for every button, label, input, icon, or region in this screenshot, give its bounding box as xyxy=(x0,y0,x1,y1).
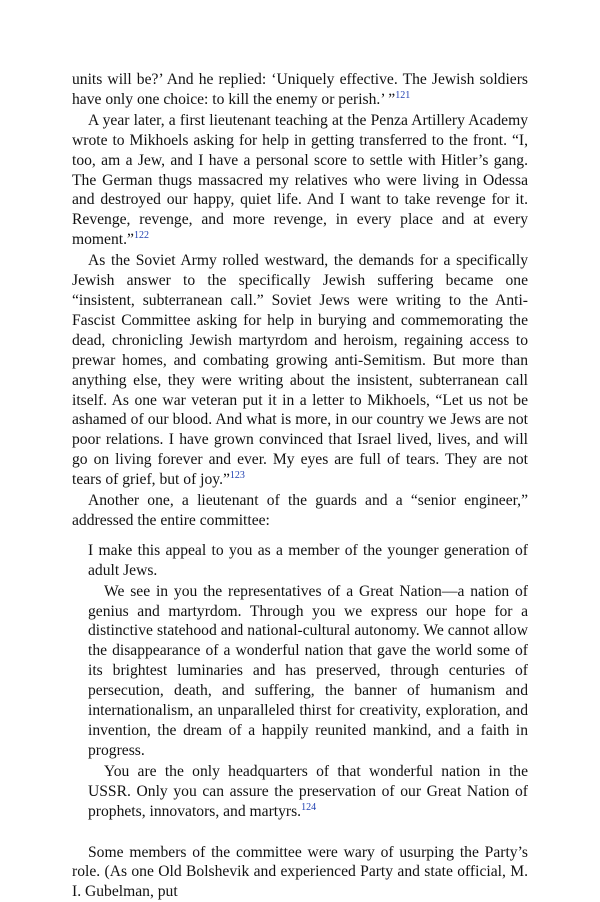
paragraph xyxy=(72,251,528,490)
footnote-number: 121 xyxy=(395,89,411,101)
footnote-ref[interactable] xyxy=(301,801,316,812)
paragraph-continued xyxy=(72,70,528,110)
paragraph-text: units will be?’ And he replied: ‘Uniquely effective. The Jewish soldiers have only one choice: to kill the enemy or perish.’ ” xyxy=(72,71,528,108)
footnote-number: 124 xyxy=(301,801,317,813)
footnote-ref[interactable] xyxy=(230,470,245,481)
paragraph xyxy=(72,491,528,531)
paragraph xyxy=(72,111,528,250)
quote-paragraph xyxy=(88,582,528,761)
paragraph-text: As the Soviet Army rolled westward, the demands for a specifically Jewish answer to the specifically Jewish suffering became one “insistent, subterranean call.” Soviet Jews were writing to the Anti-Fascist Committee asking for help in burying and commemorating the dead, chronicling Jewish martyrdom and heroism, regaining access to prewar homes, and combating growing anti-Semitism. But more than anything else, they were writing about the insistent, subterranean call itself. As one war veteran put it in a letter to Mikhoels, “Let us not be ashamed of our blood. And what is more, in our country we Jews are not poor relations. I have grown convinced that Israel lived, lives, and will go on living forever and ever. My eyes are full of tears. They are not tears of grief, but of joy.” xyxy=(72,252,528,489)
footnote-ref[interactable] xyxy=(134,230,149,241)
quote-text: I make this appeal to you as a member of the younger generation of adult Jews. xyxy=(88,541,528,579)
footnote-number: 123 xyxy=(229,469,245,481)
paragraph xyxy=(72,843,528,902)
paragraph-text: A year later, a first lieutenant teaching at the Penza Artillery Academy wrote to Mikhoels asking for help in getting transferred to the front. “I, too, am a Jew, and I have a personal score to settle with Hitler’s gang. The German thugs massacred my relatives who were living in Odessa and destroyed our happy, quiet life. And I want to take revenge for it. Revenge, revenge, and more revenge, in every place and at every moment.” xyxy=(72,111,528,249)
footnote-number: 122 xyxy=(133,230,149,242)
quote-text: We see in you the representatives of a Great Nation—a nation of genius and martyrdom. Through you we express our hope for a distinctive statehood and national-cultural autonomy. We cannot allow the disappearance of a wonderful nation that gave the world some of its brightest luminaries and has preserved, through centuries of persecution, death, and suffering, the banner of humanism and internationalism, an unparalleled thirst for creativity, exploration, and invention, the dream of a happily reunited mankind, and a faith in progress. xyxy=(88,582,528,759)
paragraph-text: Some members of the committee were wary of usurping the Party’s role. (As one Old Bolshevik and experienced Party and state official, M. I. Gubelman, put xyxy=(72,843,528,901)
quote-text: You are the only headquarters of that wonderful nation in the USSR. Only you can assure the preservation of our Great Nation of prophets, innovators, and martyrs. xyxy=(88,762,528,820)
quote-paragraph xyxy=(88,541,528,581)
block-quote xyxy=(88,541,528,822)
quote-paragraph xyxy=(88,762,528,822)
footnote-ref[interactable] xyxy=(395,90,410,101)
book-page xyxy=(72,70,528,902)
paragraph-text: Another one, a lieutenant of the guards and a “senior engineer,” addressed the entire committee: xyxy=(72,492,528,529)
